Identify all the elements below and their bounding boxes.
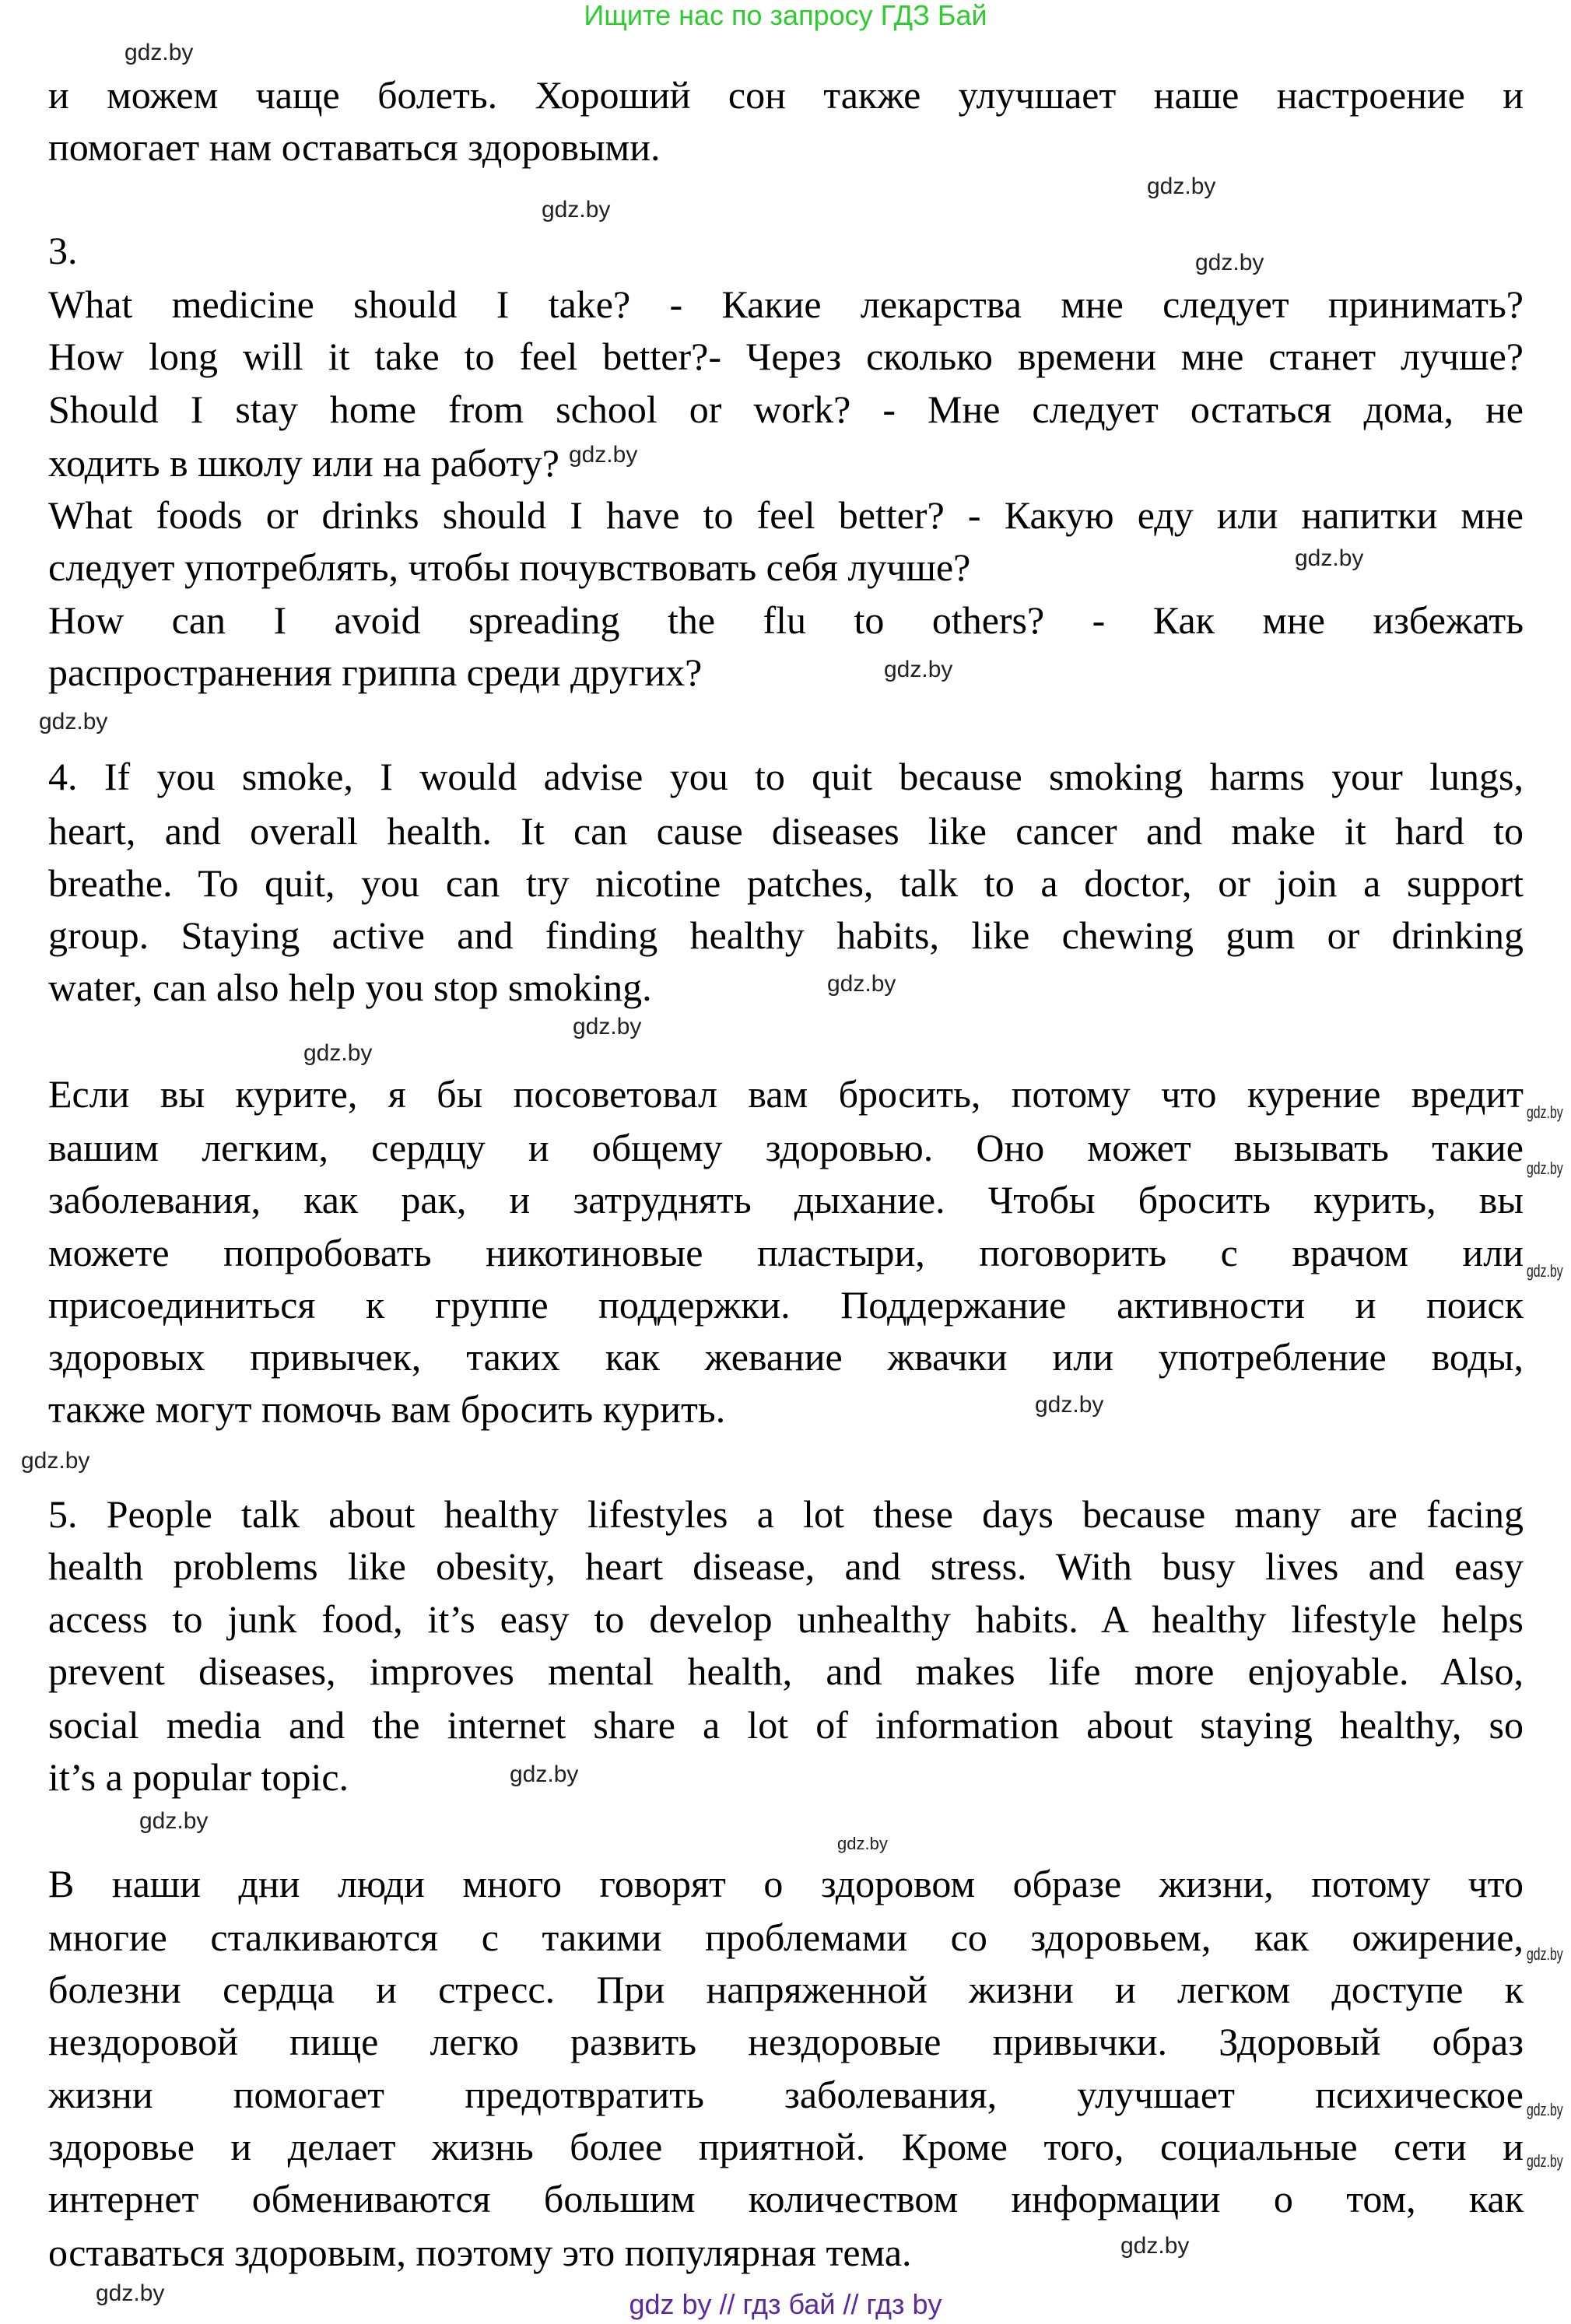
question-line [48,437,637,489]
watermark: gdz.by [1527,1102,1563,1122]
watermark: gdz.by [139,1808,209,1834]
text-line: многие сталкиваются с такими проблемами со здоровьем, как ожирение, [48,1916,1524,1959]
question-line: распространения гриппа среди других? [48,650,703,694]
text-line: Если вы курите, я бы посоветовал вам бросить, потому что курение вредит [48,1072,1524,1116]
text-line: access to junk food, it’s easy to develop unhealthy habits. A healthy lifestyle helps [48,1597,1524,1641]
text-line: prevent diseases, improves mental health, and makes life more enjoyable. Also, [48,1649,1524,1693]
text-line: болезни сердца и стресс. При напряженной жизни и легком доступе к [48,1968,1524,2011]
watermark: gdz.by [96,2280,165,2306]
watermark: gdz.by [1527,1944,1563,1964]
text-line: и можем чаще болеть. Хороший сон также улучшает наше настроение и [48,73,1524,117]
watermark: gdz.by [1527,2100,1563,2119]
section-number: 3. [48,229,78,272]
question-line: What foods or drinks should I have to feel better? - Какую еду или напитки мне [48,493,1524,537]
text-line: water, can also help you stop smoking. [48,966,652,1009]
text-line: health problems like obesity, heart disease, and stress. With busy lives and easy [48,1544,1524,1588]
header-banner[interactable]: Ищите нас по запросу ГДЗ Бай [584,0,987,31]
text-line: нездоровой пище легко развить нездоровые привычки. Здоровый образ [48,2020,1524,2063]
text-line: it’s a popular topic. [48,1755,349,1799]
question-line: Should I stay home from school or work? - Мне следует остаться дома, не [48,387,1524,431]
watermark: gdz.by [21,1448,90,1474]
text-line: интернет обмениваются большим количеством информации о том, как [48,2177,1524,2221]
watermark: gdz.by [1195,250,1264,275]
text-line: помогает нам оставаться здоровыми. [48,125,661,169]
text-line: heart, and overall health. It can cause diseases like cancer and make it hard to [48,809,1524,853]
watermark: gdz.by [124,40,194,65]
text-line: вашим легким, сердцу и общему здоровью. Оно может вызывать такие [48,1126,1524,1169]
text-line: В наши дни люди много говорят о здоровом образе жизни, потому что [48,1862,1524,1905]
text-line: заболевания, как рак, и затруднять дыхание. Чтобы бросить курить, вы [48,1178,1524,1222]
watermark: gdz.by [837,1834,888,1853]
watermark: gdz.by [1527,1261,1563,1281]
text-line: здоровых привычек, таких как жевание жвачки или употребление воды, [48,1335,1524,1379]
watermark: gdz.by [1035,1392,1104,1418]
text-line: можете попробовать никотиновые пластыри, поговорить с врачом или [48,1231,1524,1274]
watermark: gdz.by [1295,545,1364,571]
watermark: gdz.by [1120,2233,1190,2259]
watermark: gdz.by [1527,1158,1563,1178]
question-text: ходить в школу или на работу? [48,441,559,485]
footer-links[interactable]: gdz by // гдз бай // гдз by [629,2288,942,2320]
watermark: gdz.by [39,709,108,734]
watermark: gdz.by [884,657,953,682]
text-line: 4. If you smoke, I would advise you to quit because smoking harms your lungs, [48,755,1524,798]
question-line: How can I avoid spreading the flu to others? - Как мне избежать [48,598,1524,642]
question-line: How long will it take to feel better?- Через сколько времени мне станет лучше? [48,335,1524,378]
watermark: gdz.by [542,197,611,223]
text-line: social media and the internet share a lot of information about staying healthy, so [48,1703,1524,1747]
text-line: также могут помочь вам бросить курить. [48,1387,726,1431]
text-line: breathe. To quit, you can try nicotine patches, talk to a doctor, or join a support [48,861,1524,905]
text-line: здоровье и делает жизнь более приятной. Кроме того, социальные сети и [48,2125,1524,2168]
watermark: gdz.by [1527,2151,1563,2171]
text-line: жизни помогает предотвратить заболевания, улучшает психическое [48,2073,1524,2116]
question-line: What medicine should I take? - Какие лекарства мне следует принимать? [48,282,1524,326]
text-line: group. Staying active and finding healthy habits, like chewing gum or drinking [48,913,1524,957]
text-line: оставаться здоровым, поэтому это популярная тема. [48,2231,912,2274]
watermark: gdz.by [510,1761,579,1787]
watermark: gdz.by [827,971,896,997]
watermark: gdz.by [573,1014,642,1039]
text-line: присоединиться к группе поддержки. Поддержание активности и поиск [48,1283,1524,1327]
watermark: gdz.by [303,1040,373,1066]
text-line: 5. People talk about healthy lifestyles a lot these days because many are facing [48,1492,1524,1536]
question-line: следует употреблять, чтобы почувствовать себя лучше? [48,545,971,589]
watermark: gdz.by [1147,174,1216,199]
watermark: gdz.by [568,442,638,468]
